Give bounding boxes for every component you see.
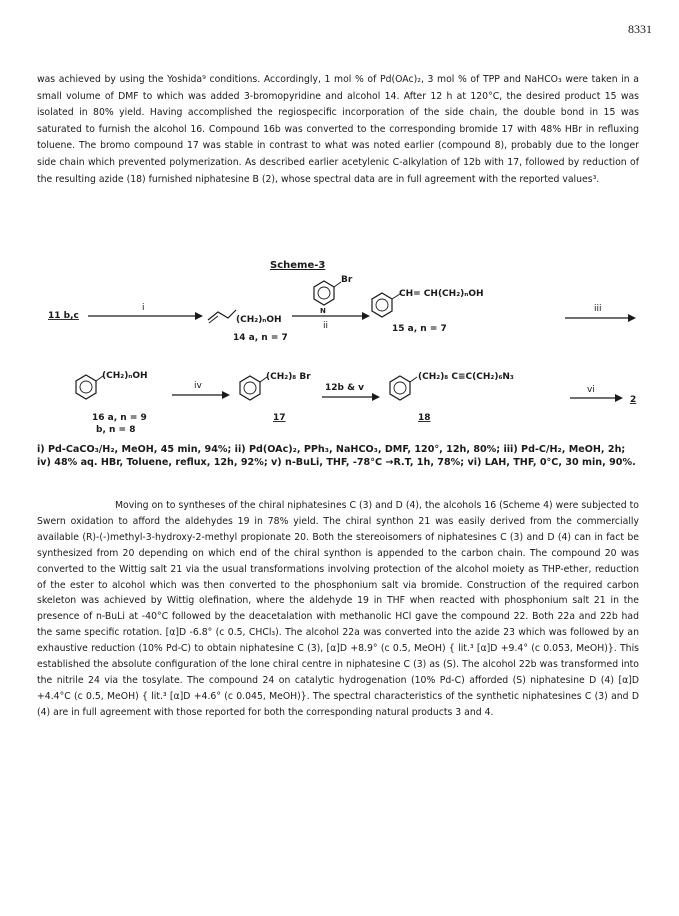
arrow-v-head: [372, 393, 380, 401]
reaction-scheme-lower: [0, 360, 679, 442]
bromopyridine-ring: [314, 281, 334, 305]
label-15: 15 a, n = 7: [392, 324, 447, 334]
alkene-14: [208, 310, 236, 320]
chain-18: (CH₂)₈ C≡C(CH₂)₆N₃: [418, 372, 514, 382]
chain-16: (CH₂)ₙOH: [102, 371, 148, 381]
n-label: N: [320, 307, 326, 315]
step-iii-label: iii: [594, 304, 602, 314]
step-12b-v-label: 12b & v: [325, 383, 364, 393]
arrow-iv-head: [222, 391, 230, 399]
arrow-i-head: [195, 312, 203, 320]
label-16: 16 a, n = 9: [92, 413, 147, 423]
scheme-caption: i) Pd-CaCO₃/H₂, MeOH, 45 min, 94%; ii) Pd(OAc)₂, PPh₃, NaHCO₃, DMF, 120°, 12h, 80%; iii) Pd-C/H₂, MeOH, 2h; iv) 48% aq. HBr, Toluene, reflux, 12h, 92%; v) n-BuLi, THF, -78°C →R.T, 1h, 78%; vi) LAH, THF, 0°C, 30 min, 90%.: [37, 444, 636, 468]
label-16b: b, n = 8: [96, 425, 136, 435]
arrow-iii-head: [628, 314, 636, 322]
chain-15: CH= CH(CH₂)ₙOH: [399, 289, 484, 299]
label-18: 18: [418, 413, 431, 423]
step-iv-label: iv: [194, 381, 202, 391]
chain-17: (CH₂)₈ Br: [266, 372, 311, 382]
label-14: 14 a, n = 7: [233, 333, 288, 343]
bromo-label: Br: [341, 275, 353, 285]
step-ii-label: ii: [323, 321, 329, 331]
body-paragraph-1: was achieved by using the Yoshida⁹ conditions. Accordingly, 1 mol % of Pd(OAc)₂, 3 mol % of TPP and NaHCO₃ were taken in a small volume of DMF to which was added 3-bromopyridine and alcohol 14. After 12 h at 120°C, the desired product 15 was isolated in 80% yield. Having accomplished the regiospecific incorporation of the side chain, the double bond in 15 was saturated to furnish the alcohol 16. Compound 16b was converted to the corresponding bromide 17 with 48% HBr in refluxing toluene. The bromo compound 17 was stable in contrast to what was noted earlier (compound 8), probably due to the longer side chain which prevented polymerization. As described earlier acetylenic C-alkylation of 12b with 17, followed by reduction of the resulting azide (18) furnished niphatesine B (2), whose spectral data are in full agreement with the reported values³.: [37, 74, 639, 185]
step-i-label: i: [142, 303, 145, 313]
pyridine-ring-16: [76, 375, 96, 399]
scheme-title: Scheme-3: [270, 260, 326, 271]
pyridine-ring-15: [372, 293, 392, 317]
start-label: 11 b,c: [48, 311, 79, 321]
reaction-scheme: [0, 270, 679, 350]
step-vi-label: vi: [587, 385, 595, 395]
product-label: 2: [630, 395, 637, 405]
arrow-vi-head: [615, 394, 623, 402]
body-paragraph-2: Moving on to syntheses of the chiral niphatesines C (3) and D (4), the alcohols 16 (Scheme 4) were subjected to Swern oxidation to afford the aldehydes 19 in 78% yield. The chiral synthon 21 was easily derived from the commercially available (R)-(-)methyl-3-hydroxy-2-methyl propionate 20. Both the stereoisomers of niphatesines C (3) and D (4) can in fact be synthesized from 20 depending on which end of the chiral synthon is appended to the carbon chain. The compound 20 was converted to the Wittig salt 21 via the usual transformations involving protection of the alcohol moiety as THP-ether, reduction of the ester to alcohol which was then converted to the phosphonium salt via bromide. Construction of the required carbon skeleton was achieved by Wittig olefination, where the aldehyde 19 in THF when reacted with phosphonium salt 21 in the presence of n-BuLi at -40°C followed by the deacetalation with methanolic HCl gave the compound 22. Both 22a and 22b had the same specific rotation. [α]D -6.8° (c 0.5, CHCl₃). The alcohol 22a was converted into the azide 23 which was followed by an exhaustive reduction (10% Pd-C) to obtain niphatesine C (3), [α]D +8.9° (c 0.5, MeOH) { lit.³ [α]D +9.4° (c 0.053, MeOH)}. This established the absolute configuration of the lone chiral centre in niphatesine C (3) as (S). The alcohol 22b was transformed into the nitrile 24 via the tosylate. The compound 24 on catalytic hydrogenation (10% Pd-C) afforded (S) niphatesine D (4) [α]D +4.4°C (c 0.5, MeOH) { lit.³ [α]D +4.6° (c 0.045, MeOH)}. The spectral characteristics of the synthetic niphatesines C (3) and D (4) are in full agreement with those reported for both the corresponding natural products 3 and 4.: [37, 500, 639, 718]
page-number: 8331: [628, 22, 652, 36]
chain-14: (CH₂)ₙOH: [236, 315, 282, 325]
label-17: 17: [273, 413, 286, 423]
pyridine-ring-17: [240, 376, 260, 400]
pyridine-ring-18: [390, 376, 410, 400]
arrow-ii-head: [362, 312, 370, 320]
